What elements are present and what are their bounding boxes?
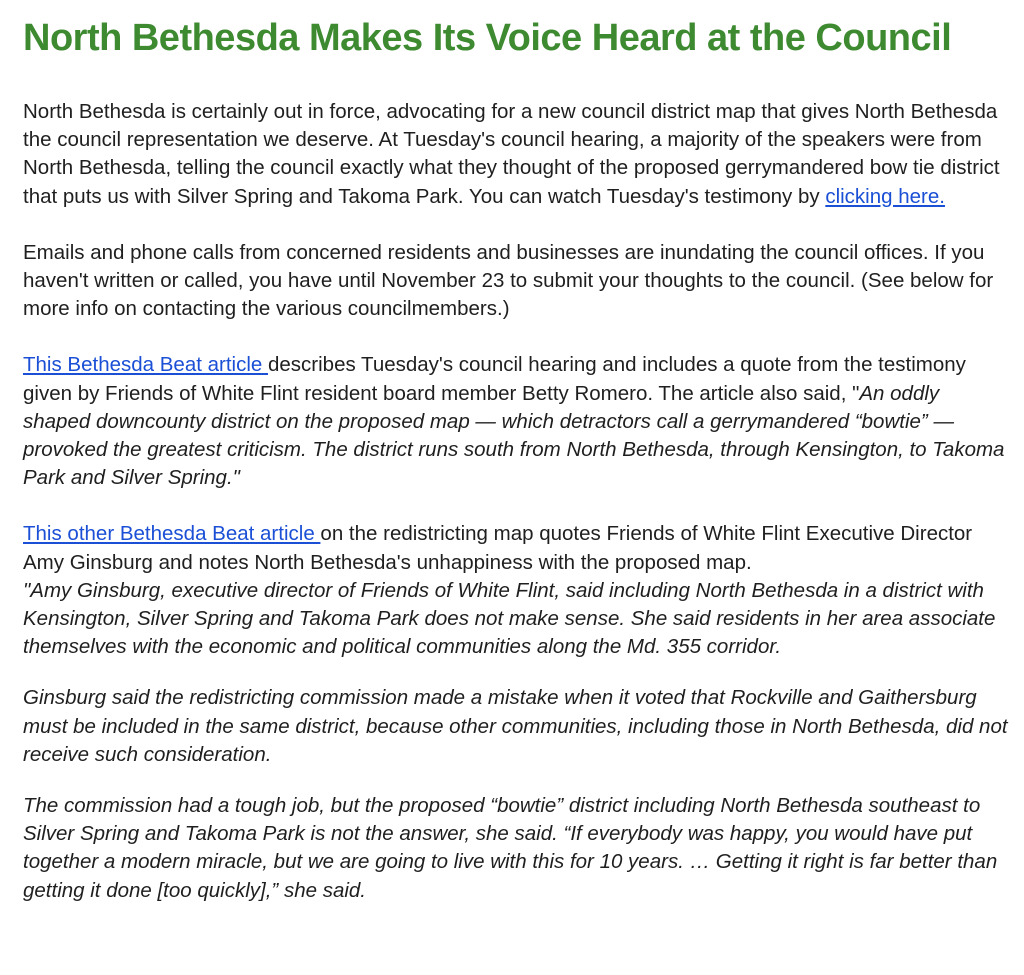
testimony-link[interactable]: clicking here. bbox=[825, 184, 945, 208]
ginsburg-quote-2: Ginsburg said the redistricting commission made a mistake when it voted that Rockville and Gaithersburg must be included in the same district, because other communities, including those in North Bethesda, did not receive such consideration. bbox=[23, 686, 1008, 766]
contact-paragraph: Emails and phone calls from concerned residents and businesses are inundating the council offices. If you haven't written or called, you have until November 23 to submit your thoughts to the council. (See below for more info on contacting the various councilmembers.) bbox=[23, 240, 994, 321]
other-article-paragraph bbox=[23, 520, 1008, 576]
other-bethesda-beat-article-link[interactable]: This other Bethesda Beat article bbox=[23, 522, 321, 546]
other-article-text: on the redistricting map quotes Friends of White Flint Executive Director Amy Ginsburg and notes North Bethesda's unhappiness with the proposed map. bbox=[23, 522, 973, 574]
bethesda-beat-paragraph bbox=[23, 351, 1008, 492]
bethesda-beat-article-link[interactable]: This Bethesda Beat article bbox=[23, 353, 268, 377]
ginsburg-quote-1: "Amy Ginsburg, executive director of Friends of White Flint, said including North Bethesda in a district with Kensington, Silver Spring and Takoma Park does not make sense. She said residents in her area associate themselves with the economic and political communities along the Md. 355 corridor. bbox=[23, 578, 996, 659]
bethesda-beat-text: describes Tuesday's council hearing and includes a quote from the testimony given by Friends of White Flint resident board member Betty Romero. The article also said, " bbox=[23, 353, 966, 405]
intro-text: North Bethesda is certainly out in force, advocating for a new council district map that gives North Bethesda the council representation we deserve. At Tuesday's council hearing, a majority of the speakers were from North Bethesda, telling the council exactly what they thought of the proposed gerrymandered bow tie district that puts us with Silver Spring and Takoma Park. You can watch Tuesday's testimony by bbox=[23, 100, 1000, 208]
ginsburg-quote-3: The commission had a tough job, but the proposed “bowtie” district including North Bethesda southeast to Silver Spring and Takoma Park is not the answer, she said. “If everybody was happy, you would have put together a modern miracle, but we are going to live with this for 10 years. … Getting it right is far better than getting it done [too quickly],” she said. bbox=[23, 794, 998, 902]
intro-paragraph bbox=[23, 98, 1008, 211]
article-title: North Bethesda Makes Its Voice Heard at the Council bbox=[23, 17, 952, 59]
bethesda-beat-quote: An oddly shaped downcounty district on the proposed map — which detractors call a gerrymandered “bowtie” — provoked the greatest criticism. The district runs south from North Bethesda, through Kensington, to Takoma Park and Silver Spring." bbox=[23, 381, 1005, 490]
